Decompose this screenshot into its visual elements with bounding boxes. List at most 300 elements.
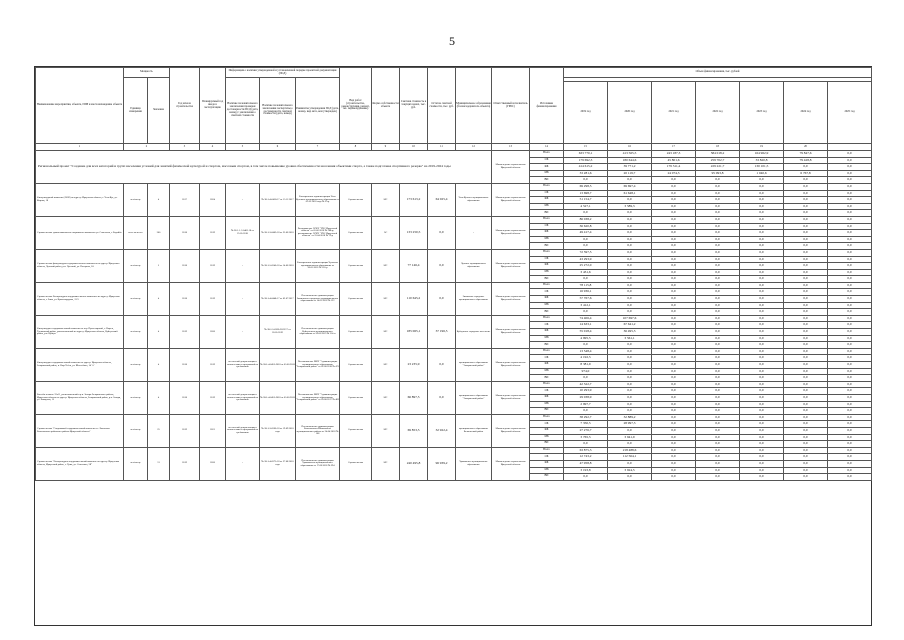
amount-cell: 0,0 <box>740 223 784 230</box>
amount-cell: 259 702,7 <box>696 157 740 164</box>
amount-cell: 0,0 <box>784 447 828 454</box>
amount-cell: 0,0 <box>784 348 828 355</box>
docs-check: по сметной документации в соответствии с программой по требованию <box>226 381 260 414</box>
amount-cell: 0,0 <box>652 408 696 415</box>
amount-cell: 0,0 <box>740 421 784 428</box>
amount-cell: 13 698,7 <box>564 190 608 197</box>
amount-cell: 0,0 <box>696 460 740 467</box>
amount-cell: 0,0 <box>608 223 652 230</box>
docs-expertise: № 38-1-4-0458-17 от 15.11.2017 <box>260 183 296 216</box>
amount-cell: 47 958,8 <box>564 460 608 467</box>
amount-cell: 0,0 <box>652 381 696 388</box>
amount-cell: 29 038,9 <box>564 394 608 401</box>
col-docs-a-header: Наличие положительного заключения проверки достоверности ПСД (дата, номер) / заключения о сметной стоимости <box>226 78 260 144</box>
amount-cell: 0,0 <box>828 434 872 441</box>
amount-cell: 0,0 <box>740 315 784 322</box>
amount-cell: 0,0 <box>784 414 828 421</box>
amount-cell: 7 350,5 <box>564 421 608 428</box>
source-label: МБ <box>530 269 564 276</box>
source-label: ВИ <box>530 276 564 283</box>
amount-cell: 0,0 <box>740 474 784 481</box>
source-label: ФБ <box>530 427 564 434</box>
customer: Министерство строительства Иркутской области <box>492 348 530 381</box>
amount-cell: 0,0 <box>696 276 740 283</box>
power-unit: чел/смену <box>124 183 148 216</box>
col-source-header: Источники финансирования <box>530 68 564 144</box>
amount-cell: 0,0 <box>608 460 652 467</box>
amount-cell: 0,0 <box>784 256 828 263</box>
amount-cell: 0,0 <box>696 348 740 355</box>
start-year: 2018 <box>170 348 200 381</box>
docs-expertise: № 38-1-4-0375-18 от 27.08.2018 года <box>260 447 296 480</box>
amount-cell: 0,0 <box>784 441 828 448</box>
end-year: 2019 <box>200 348 226 381</box>
amount-cell: 1 040,6 <box>740 170 784 177</box>
amount-cell: 0,0 <box>652 243 696 250</box>
amount-cell: 0,0 <box>784 302 828 309</box>
amount-cell: 0,0 <box>696 256 740 263</box>
amount-cell: 0,0 <box>740 368 784 375</box>
work-type: Строительство <box>340 183 372 216</box>
power-value: 4 <box>148 183 170 216</box>
start-year: 2018 <box>170 381 200 414</box>
amount-cell: 33 281,6 <box>564 170 608 177</box>
col-power-header: Мощность <box>124 68 170 78</box>
source-label: Всего <box>530 151 564 158</box>
ownership: МС <box>372 414 400 447</box>
amount-cell: 0,0 <box>564 210 608 217</box>
amount-cell: 0,0 <box>784 296 828 303</box>
object-name: Физкультурно-оздоровительный комплекс по пер. Пролетарский, с. Кырен, Тункинский район, расположенный по адресу: Иркутская область, Куйтунский район, р.п. Куйтун <box>36 315 124 348</box>
amount-cell: 95 093,8 <box>696 170 740 177</box>
amount-cell: 0,0 <box>652 447 696 454</box>
amount-cell: 39 771,2 <box>608 164 652 171</box>
column-number: 2 <box>124 144 170 151</box>
power-value: 300 <box>148 216 170 249</box>
amount-cell: 69 298,5 <box>564 183 608 190</box>
col-docs-header: Информация о наличии утвержденной и установленной порядке проектной документации (ПСД) <box>226 68 340 78</box>
col-end-header: Планируемый год ввода в эксплуатацию <box>200 68 226 144</box>
docs-expertise: № 38-1-3-0403-18 от 25.06.2018 <box>260 216 296 249</box>
amount-cell: 0,0 <box>652 342 696 349</box>
column-number: 19 <box>740 144 784 151</box>
amount-cell: 0,0 <box>564 408 608 415</box>
column-number: 11 <box>428 144 456 151</box>
amount-cell: 0,0 <box>740 388 784 395</box>
amount-cell: 0,0 <box>828 170 872 177</box>
amount-cell: 0,0 <box>828 216 872 223</box>
amount-cell: 0,0 <box>784 276 828 283</box>
docs-approval: Постановление администрации Балаганского-Шаманского муниципального района от 24.04.2018 № 168 <box>296 414 340 447</box>
amount-cell: 0,0 <box>828 249 872 256</box>
amount-cell: 3 941,9 <box>608 434 652 441</box>
amount-cell: 0,0 <box>784 309 828 316</box>
amount-cell: 0,0 <box>828 408 872 415</box>
amount-cell: 0,0 <box>828 467 872 474</box>
financing-table-sheet <box>34 66 872 626</box>
col-remain-header: Остаток сметной стоимости, тыс. руб. <box>428 68 456 144</box>
amount-cell: 0,0 <box>608 276 652 283</box>
amount-cell: 0,0 <box>608 362 652 369</box>
amount-cell: 10 293,9 <box>564 388 608 395</box>
amount-cell: 0,0 <box>564 441 608 448</box>
source-label: МБ <box>530 401 564 408</box>
amount-cell: 0,0 <box>828 460 872 467</box>
amount-cell: 0,0 <box>652 427 696 434</box>
amount-cell: 0,0 <box>608 427 652 434</box>
object-name: Физкультурно-оздоровительный комплекс по адресу: Иркутская область, Заларинский район, п. Кир-Тебек, ул. Шоссейная, 14 "а" <box>36 348 124 381</box>
amount-cell: 0,0 <box>784 210 828 217</box>
amount-cell: 0,0 <box>608 269 652 276</box>
amount-cell: 0,0 <box>696 375 740 382</box>
start-year: 2018 <box>170 282 200 315</box>
power-unit: чел/смену <box>124 381 148 414</box>
column-number: 10 <box>400 144 428 151</box>
col-unit-header: Единица измерения <box>124 78 148 144</box>
amount-cell: 0,0 <box>828 322 872 329</box>
customer: Министерство строительства Иркутской области <box>492 249 530 282</box>
docs-approval: Распоряжение администрации Усть-Кутского муниципального образования от 01.03.2018 года № 35-р <box>296 183 340 216</box>
amount-cell: 0,0 <box>696 197 740 204</box>
amount-cell: 0,0 <box>740 177 784 184</box>
amount-cell: 0,0 <box>564 276 608 283</box>
docs-approval: Постановление МКУ "Администрация муниципального образования "Заларинский район" от 20.08.2017 № 482 <box>296 381 340 414</box>
object-name: Строительство "Спортивный оздоровительный комплекс в с. Балаганск Балаганского районного района Иркутской области" <box>36 414 124 447</box>
amount-cell: 0,0 <box>608 296 652 303</box>
amount-cell: 0,0 <box>828 282 872 289</box>
amount-cell: 584 018,2 <box>696 151 740 158</box>
year-header: 2023 год <box>740 82 784 144</box>
customer: Министерство строительства Иркутской области <box>492 183 530 216</box>
amount-cell: 243 187,3 <box>652 151 696 158</box>
amount-cell: 0,0 <box>652 249 696 256</box>
start-year: 2019 <box>170 447 200 480</box>
amount-cell: 0,0 <box>828 230 872 237</box>
amount-cell: 0,0 <box>784 368 828 375</box>
amount-cell: 0,0 <box>696 236 740 243</box>
amount-cell: 0,0 <box>784 388 828 395</box>
amount-cell: 0,0 <box>608 177 652 184</box>
column-number: 6 <box>260 144 296 151</box>
municipality: муниципальное образование "Заларинский район" <box>456 348 492 381</box>
amount-cell: 0,0 <box>740 381 784 388</box>
amount-cell: 0,0 <box>784 355 828 362</box>
amount-cell: 0,0 <box>652 329 696 336</box>
amount-cell: 0,0 <box>828 329 872 336</box>
column-number: 3 <box>170 144 200 151</box>
amount-cell: 0,0 <box>696 355 740 362</box>
column-number: 20 <box>784 144 828 151</box>
amount-cell: 0,0 <box>696 309 740 316</box>
amount-cell: 0,0 <box>828 269 872 276</box>
docs-expertise: № 38-1-3-0366-18 от 19.09.2018 года <box>260 414 296 447</box>
amount-cell: 0,0 <box>652 236 696 243</box>
estimated-cost: 173 613,2 <box>400 183 428 216</box>
source-label: МБ <box>530 236 564 243</box>
amount-cell: 0,0 <box>696 263 740 270</box>
amount-cell: 0,0 <box>608 474 652 481</box>
customer: Министерство строительства Иркутской области <box>492 447 530 480</box>
amount-cell: 0,0 <box>696 322 740 329</box>
power-value: 4 <box>148 282 170 315</box>
object-name: Строительство "Физкультурно-оздоровительный комплекс по адресу: Иркутская область, Иркутский район, с. Урик, ул. Советская, 3Б" <box>36 447 124 480</box>
table-row <box>36 216 872 223</box>
table-row <box>36 183 872 190</box>
start-year: 2019 <box>170 315 200 348</box>
year-header: 2024 год <box>784 82 828 144</box>
amount-cell: 0,0 <box>740 210 784 217</box>
amount-cell: 0,0 <box>608 348 652 355</box>
amount-cell: 0,0 <box>696 474 740 481</box>
amount-cell: 86 038,2 <box>564 216 608 223</box>
docs-check: № 38-1-1-3-0403-18 от 25.05.2018 <box>226 216 260 249</box>
col-value-header: Значение <box>148 78 170 144</box>
amount-cell: 0,0 <box>784 381 828 388</box>
estimated-cost: 110 645,2 <box>400 282 428 315</box>
amount-cell: 0,0 <box>652 230 696 237</box>
customer: Министерство строительства Иркутской области <box>492 315 530 348</box>
amount-cell: 0,0 <box>652 467 696 474</box>
year-header: 2022 год <box>696 82 740 144</box>
amount-cell: 0,0 <box>740 329 784 336</box>
municipality: Усть-Кутское муниципальное образование <box>456 183 492 216</box>
amount-cell: 0,0 <box>652 256 696 263</box>
power-value: 4 <box>148 348 170 381</box>
amount-cell: 0,0 <box>652 441 696 448</box>
column-number: 12 <box>456 144 492 151</box>
amount-cell: 0,0 <box>784 263 828 270</box>
end-year: 2019 <box>200 282 226 315</box>
amount-cell: 63 875,3 <box>564 447 608 454</box>
amount-cell: 0,0 <box>828 342 872 349</box>
source-label: ВИ <box>530 243 564 250</box>
amount-cell: 0,0 <box>828 368 872 375</box>
column-number: 16 <box>608 144 652 151</box>
amount-cell: 218 488,6 <box>608 447 652 454</box>
amount-cell: 8 381,9 <box>564 362 608 369</box>
power-unit: чел/смену <box>124 348 148 381</box>
amount-cell: 0,0 <box>608 375 652 382</box>
amount-cell: 0,0 <box>740 289 784 296</box>
amount-cell: 0,0 <box>696 381 740 388</box>
amount-cell: 0,0 <box>652 348 696 355</box>
amount-cell: 0,0 <box>696 414 740 421</box>
amount-cell: 0,0 <box>784 454 828 461</box>
col-cost-header: Сметная стоимость в текущих ценах, тыс. руб. <box>400 68 428 144</box>
remaining-cost: 32 922,4 <box>428 414 456 447</box>
amount-cell: 0,0 <box>784 230 828 237</box>
amount-cell: 0,0 <box>696 190 740 197</box>
power-value: 4 <box>148 315 170 348</box>
column-number: 18 <box>696 144 740 151</box>
amount-cell: 0,0 <box>784 401 828 408</box>
amount-cell: 0,0 <box>784 375 828 382</box>
amount-cell: 0,0 <box>740 203 784 210</box>
amount-cell: 0,0 <box>652 203 696 210</box>
source-label: ОБ <box>530 289 564 296</box>
amount-cell: 25 272,0 <box>564 263 608 270</box>
amount-cell: 0,0 <box>784 394 828 401</box>
amount-cell: 0,0 <box>652 335 696 342</box>
amount-cell: 3 765,5 <box>564 434 608 441</box>
amount-cell: 0,0 <box>608 368 652 375</box>
object-name: Строительство физкультурно-оздоровительного комплекса по адресу: Иркутская область, Чунский район, р.п. Чунский, ул. Нагорная, 6А <box>36 249 124 282</box>
estimated-cost: 66 897,5 <box>400 381 428 414</box>
amount-cell: 0,0 <box>564 309 608 316</box>
amount-cell: 0,0 <box>740 236 784 243</box>
amount-cell: 0,0 <box>696 434 740 441</box>
amount-cell: 0,0 <box>740 249 784 256</box>
table-row <box>36 381 872 388</box>
amount-cell: 0,0 <box>652 289 696 296</box>
amount-cell: 0,0 <box>828 427 872 434</box>
amount-cell: 0,0 <box>784 289 828 296</box>
amount-cell: 0,0 <box>740 348 784 355</box>
col-own-header: Форма собственности объекта <box>372 68 400 144</box>
amount-cell: 78 115,8 <box>564 282 608 289</box>
amount-cell: 0,0 <box>740 230 784 237</box>
work-type: Строительство <box>340 414 372 447</box>
amount-cell: 0,0 <box>828 375 872 382</box>
amount-cell: 0,0 <box>696 282 740 289</box>
start-year: 2017 <box>170 183 200 216</box>
amount-cell: 0,0 <box>740 427 784 434</box>
amount-cell: 0,0 <box>828 441 872 448</box>
column-number: 5 <box>226 144 260 151</box>
amount-cell: 0,0 <box>564 375 608 382</box>
amount-cell: 0,0 <box>652 269 696 276</box>
amount-cell: 0,0 <box>608 441 652 448</box>
ownership: МС <box>372 183 400 216</box>
source-label: ВИ <box>530 375 564 382</box>
amount-cell: 0,0 <box>784 335 828 342</box>
amount-cell: 0,0 <box>696 315 740 322</box>
customer: Министерство строительства Иркутской области <box>492 282 530 315</box>
source-label: ВИ <box>530 177 564 184</box>
amount-cell: 0,0 <box>652 375 696 382</box>
amount-cell: 0,0 <box>652 183 696 190</box>
amount-cell: 3 589,3 <box>608 203 652 210</box>
amount-cell: 0,0 <box>828 315 872 322</box>
docs-check: - <box>226 447 260 480</box>
source-label: МБ <box>530 302 564 309</box>
end-year: 2019 <box>200 381 226 414</box>
amount-cell: 27 276,7 <box>564 427 608 434</box>
col-docs-b-header: Наличие положительного заключения экспертизы о достоверности сметной стоимости (дата, номер) <box>260 78 296 144</box>
amount-cell: 0,0 <box>696 230 740 237</box>
page-number: 5 <box>449 34 455 48</box>
customer: Министерство строительства Иркутской области <box>492 216 530 249</box>
amount-cell: 0,0 <box>828 236 872 243</box>
docs-check: по сметной документации в соответствии с программой по требованию <box>226 348 260 381</box>
municipality: - <box>456 216 492 249</box>
ownership: МС <box>372 249 400 282</box>
object-name: Бассейн в школе 33х11, расположенный в р.п. Залари Заларинского района, Иркутская область по адресу: Иркутская область, Заларинский район, р.п. Залари, ул. Заводская, 15 <box>36 381 124 414</box>
amount-cell: 0,0 <box>608 401 652 408</box>
amount-cell: 0,0 <box>696 335 740 342</box>
source-label: ВИ <box>530 408 564 415</box>
start-year: 2019 <box>170 414 200 447</box>
amount-cell: 0,0 <box>784 183 828 190</box>
table-row <box>36 348 872 355</box>
amount-cell: 0,0 <box>652 460 696 467</box>
docs-approval: Распоряжение ОГКУ "УКС Иркутской области" от 05.06.2018 № 284-р; распоряжение ОГКУ "УКС Иркутской области" от 25.04.2018 № 79-р <box>296 216 340 249</box>
amount-cell: 20 119,7 <box>608 170 652 177</box>
docs-expertise: № 38-1-4-0448-17 от 02.07.2017 <box>260 282 296 315</box>
remaining-cost: 37 196,5 <box>428 315 456 348</box>
column-number: 13 <box>492 144 530 151</box>
source-label: ФБ <box>530 230 564 237</box>
estimated-cost: 133 250,5 <box>400 216 428 249</box>
amount-cell: 0,0 <box>740 362 784 369</box>
amount-cell: 0,0 <box>740 454 784 461</box>
amount-cell: 0,0 <box>740 256 784 263</box>
col-finance-header: Объем финансирования, тыс. рублей <box>564 68 872 78</box>
amount-cell: 0,0 <box>608 256 652 263</box>
amount-cell: 0,0 <box>828 164 872 171</box>
amount-cell: 0,0 <box>740 447 784 454</box>
object-name: Строительство Физкультурно-оздоровительного комплекса по адресу: Иркутская область, г. Зима, ул. Краснопрудная, 12/3 <box>36 282 124 315</box>
source-label: ВИ <box>530 210 564 217</box>
amount-cell: 0,0 <box>784 282 828 289</box>
object-name: Физкультурный комплекс (ФОК) по адресу: Иркутская область, г. Усть-Кут, ул. Кирова, 18 <box>36 183 124 216</box>
source-label: ФБ <box>530 394 564 401</box>
docs-check: - <box>226 315 260 348</box>
amount-cell: 0,0 <box>564 342 608 349</box>
amount-cell: 0,0 <box>696 302 740 309</box>
docs-approval: Постановление администрации Куйтунского муниципального образования от 20.06.2019 № 214-п <box>296 315 340 348</box>
amount-cell: 0,0 <box>652 315 696 322</box>
source-label: Всего <box>530 348 564 355</box>
amount-cell: 0,0 <box>608 388 652 395</box>
amount-cell: 0,0 <box>740 335 784 342</box>
end-year: 2020 <box>200 315 226 348</box>
col-mo-header: Муниципальное образование (балансодержатель объекта) <box>456 68 492 144</box>
amount-cell: 0,0 <box>608 342 652 349</box>
amount-cell: 0,0 <box>652 401 696 408</box>
column-number: 8 <box>340 144 372 151</box>
amount-cell: 16 936,1 <box>564 289 608 296</box>
amount-cell: 0,0 <box>784 427 828 434</box>
amount-cell: 49 417,4 <box>564 230 608 237</box>
amount-cell: 0,0 <box>828 335 872 342</box>
source-label: Всего <box>530 183 564 190</box>
work-type: Строительство <box>340 315 372 348</box>
amount-cell: 36 620,8 <box>564 223 608 230</box>
source-label: МБ <box>530 170 564 177</box>
source-label: Всего <box>530 381 564 388</box>
amount-cell: 0,0 <box>828 381 872 388</box>
amount-cell: 0,0 <box>696 467 740 474</box>
amount-cell: 3 561,1 <box>608 335 652 342</box>
amount-cell: 0,0 <box>696 216 740 223</box>
amount-cell: 0,0 <box>608 408 652 415</box>
amount-cell: 0,0 <box>608 216 652 223</box>
remaining-cost: 0,0 <box>428 216 456 249</box>
amount-cell: 55 018,4 <box>564 329 608 336</box>
amount-cell: 0,0 <box>564 177 608 184</box>
amount-cell: 0,0 <box>652 210 696 217</box>
power-value: 25 <box>148 414 170 447</box>
amount-cell: 0,0 <box>784 177 828 184</box>
amount-cell: 0,0 <box>828 203 872 210</box>
amount-cell: 0,0 <box>652 322 696 329</box>
amount-cell: 0,0 <box>696 183 740 190</box>
amount-cell: 0,0 <box>828 256 872 263</box>
amount-cell: 0,0 <box>652 362 696 369</box>
end-year: 2019 <box>200 216 226 249</box>
amount-cell: 0,0 <box>608 394 652 401</box>
